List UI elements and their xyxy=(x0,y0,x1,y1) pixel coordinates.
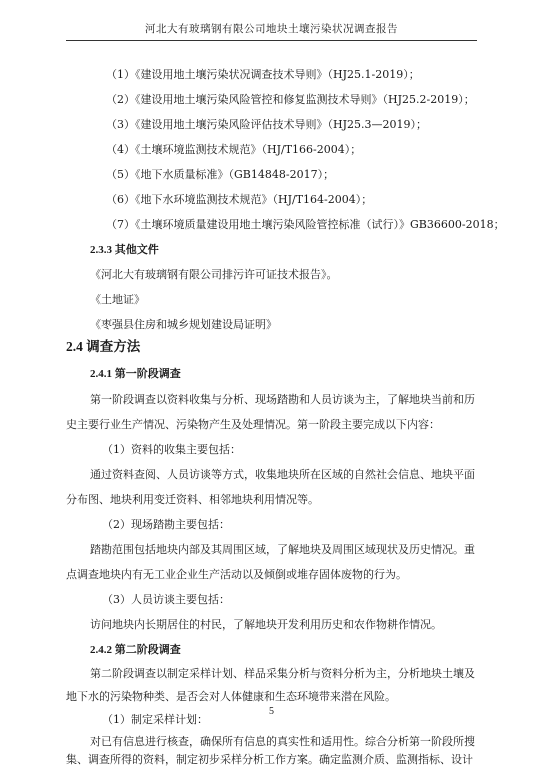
list-item-label: （1）制定采样计划： xyxy=(102,713,208,726)
paragraph-line: 通过资料查阅、人员访谈等方式，收集地块所在区域的自然社会信息、地块平面 xyxy=(90,468,475,481)
reference-item: （6）《地下水环境监测技术规范》（HJ/T164-2004）； xyxy=(106,193,373,206)
paragraph-line: 对已有信息进行核查，确保所有信息的真实性和适用性。综合分析第一阶段所搜 xyxy=(90,735,475,748)
page-number: 5 xyxy=(269,706,274,717)
reference-item: （3）《建设用地土壤污染风险评估技术导则》（HJ25.3—2019）； xyxy=(106,118,427,131)
paragraph-line: 地下水的污染物种类、是否会对人体健康和生态环境带来潜在风险。 xyxy=(66,690,396,703)
page-header: 河北大有玻璃钢有限公司地块土壤污染状况调查报告 xyxy=(66,20,477,41)
paragraph-line: 点调查地块内有无工业企业生产活动以及倾倒或堆存固体废物的行为。 xyxy=(66,568,407,581)
section-heading-233: 2.3.3 其他文件 xyxy=(90,244,159,256)
paragraph-line: 第二阶段调查以制定采样计划、样品采集分析与资料分析为主，分析地块土壤及 xyxy=(90,667,475,680)
document-item: 《枣强县住房和城乡规划建设局证明》 xyxy=(90,318,277,331)
section-heading-241: 2.4.1 第一阶段调查 xyxy=(90,368,181,380)
paragraph-line: 集、调查所得的资料，制定初步采样分析工作方案。确定监测介质、监测指标、设计 xyxy=(66,753,473,766)
list-item-label: （1）资料的收集主要包括： xyxy=(102,443,241,456)
list-item-label: （2）现场踏勘主要包括： xyxy=(102,518,230,531)
reference-item: （5）《地下水质量标准》（GB14848-2017）； xyxy=(106,168,335,181)
paragraph-line: 访问地块内长期居住的村民，了解地块开发利用历史和农作物耕作情况。 xyxy=(90,618,442,631)
reference-item: （2）《建设用地土壤污染风险管控和修复监测技术导则》（HJ25.2-2019）； xyxy=(106,93,475,106)
reference-item: （7）《土壤环境质量建设用地土壤污染风险管控标准（试行）》GB36600-2018； xyxy=(106,218,505,231)
reference-item: （1）《建设用地土壤污染状况调查技术导则》（HJ25.1-2019）； xyxy=(106,68,420,81)
section-heading-242: 2.4.2 第二阶段调查 xyxy=(90,644,181,656)
reference-item: （4）《土壤环境监测技术规范》（HJ/T166-2004）； xyxy=(106,143,362,156)
list-item-label: （3）人员访谈主要包括： xyxy=(102,593,230,606)
section-heading-24: 2.4 调查方法 xyxy=(66,339,141,354)
paragraph-line: 史主要行业生产情况、污染物产生及处理情况。第一阶段主要完成以下内容： xyxy=(66,418,440,431)
paragraph-line: 踏勘范围包括地块内部及其周围区域，了解地块及周围区域现状及历史情况。重 xyxy=(90,543,475,556)
paragraph-line: 第一阶段调查以资料收集与分析、现场踏勘和人员访谈为主，了解地块当前和历 xyxy=(90,393,475,406)
document-item: 《土地证》 xyxy=(90,293,145,306)
document-item: 《河北大有玻璃钢有限公司排污许可证技术报告》。 xyxy=(90,268,338,281)
paragraph-line: 分布图、地块利用变迁资料、相邻地块利用情况等。 xyxy=(66,493,319,506)
